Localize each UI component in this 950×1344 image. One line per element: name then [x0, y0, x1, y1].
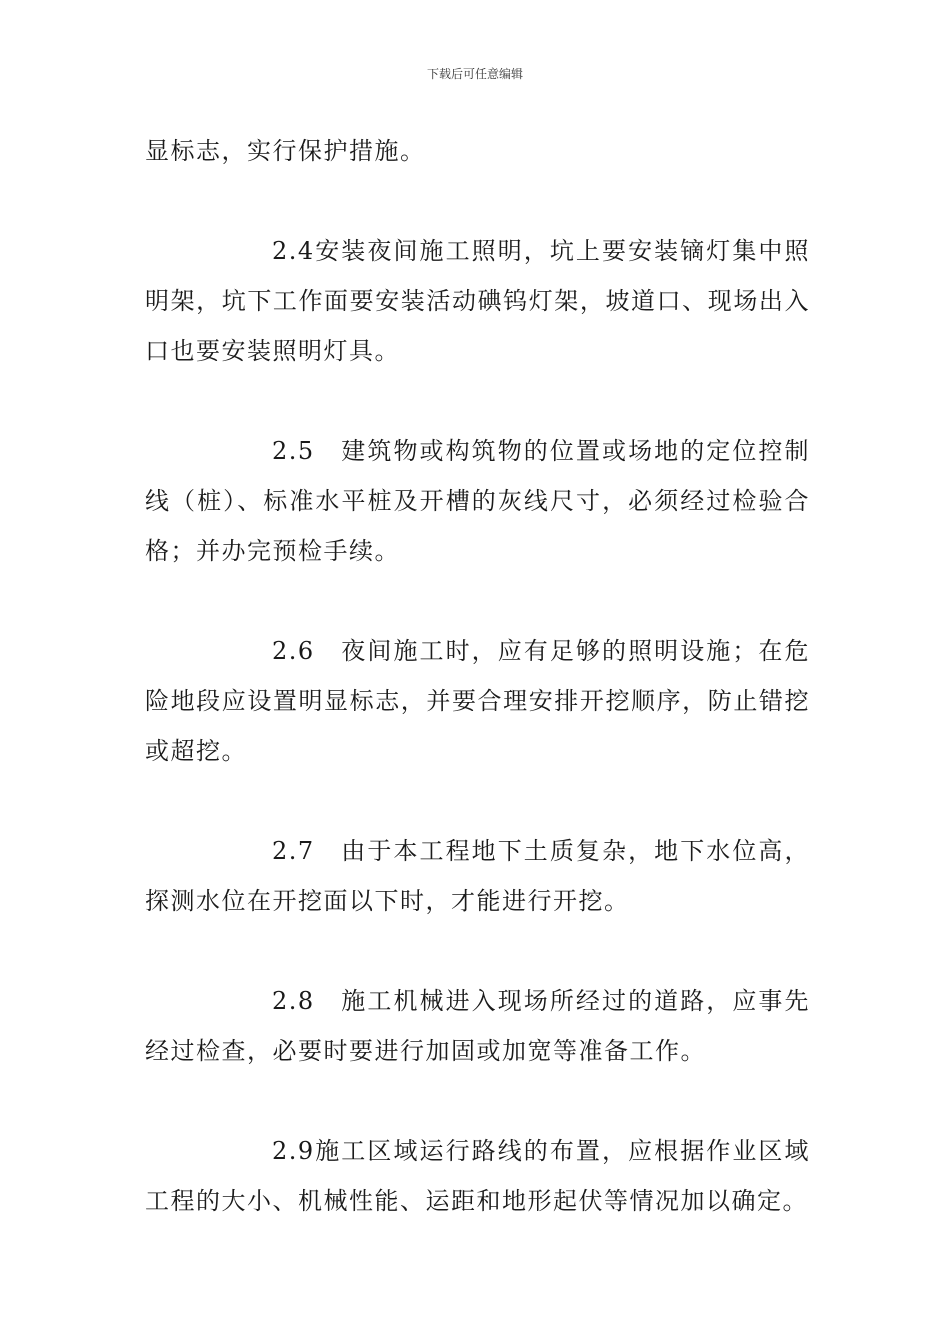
paragraph-2-4: 2.4安装夜间施工照明，坑上要安装镝灯集中照明架，坑下工作面要安装活动碘钨灯架，坡道口、现场出入口也要安装照明灯具。 [145, 237, 810, 365]
paragraph-2-7: 2.7 由于本工程地下土质复杂，地下水位高，探测水位在开挖面以下时，才能进行开挖。 [145, 837, 810, 915]
document-body [145, 126, 810, 1226]
paragraph-continuation: 显标志，实行保护措施。 [145, 137, 426, 165]
paragraph-2-6: 2.6 夜间施工时，应有足够的照明设施；在危险地段应设置明显标志，并要合理安排开挖顺序，防止错挖或超挖。 [145, 637, 810, 765]
paragraph-2-5: 2.5 建筑物或构筑物的位置或场地的定位控制线（桩）、标准水平桩及开槽的灰线尺寸，必须经过检验合格；并办完预检手续。 [145, 437, 810, 565]
page-header-note: 下载后可任意编辑 [426, 67, 523, 81]
paragraph-2-8: 2.8 施工机械进入现场所经过的道路，应事先经过检查，必要时要进行加固或加宽等准备工作。 [145, 987, 810, 1065]
paragraph-2-9: 2.9施工区域运行路线的布置，应根据作业区域工程的大小、机械性能、运距和地形起伏等情况加以确定。 [145, 1137, 810, 1215]
